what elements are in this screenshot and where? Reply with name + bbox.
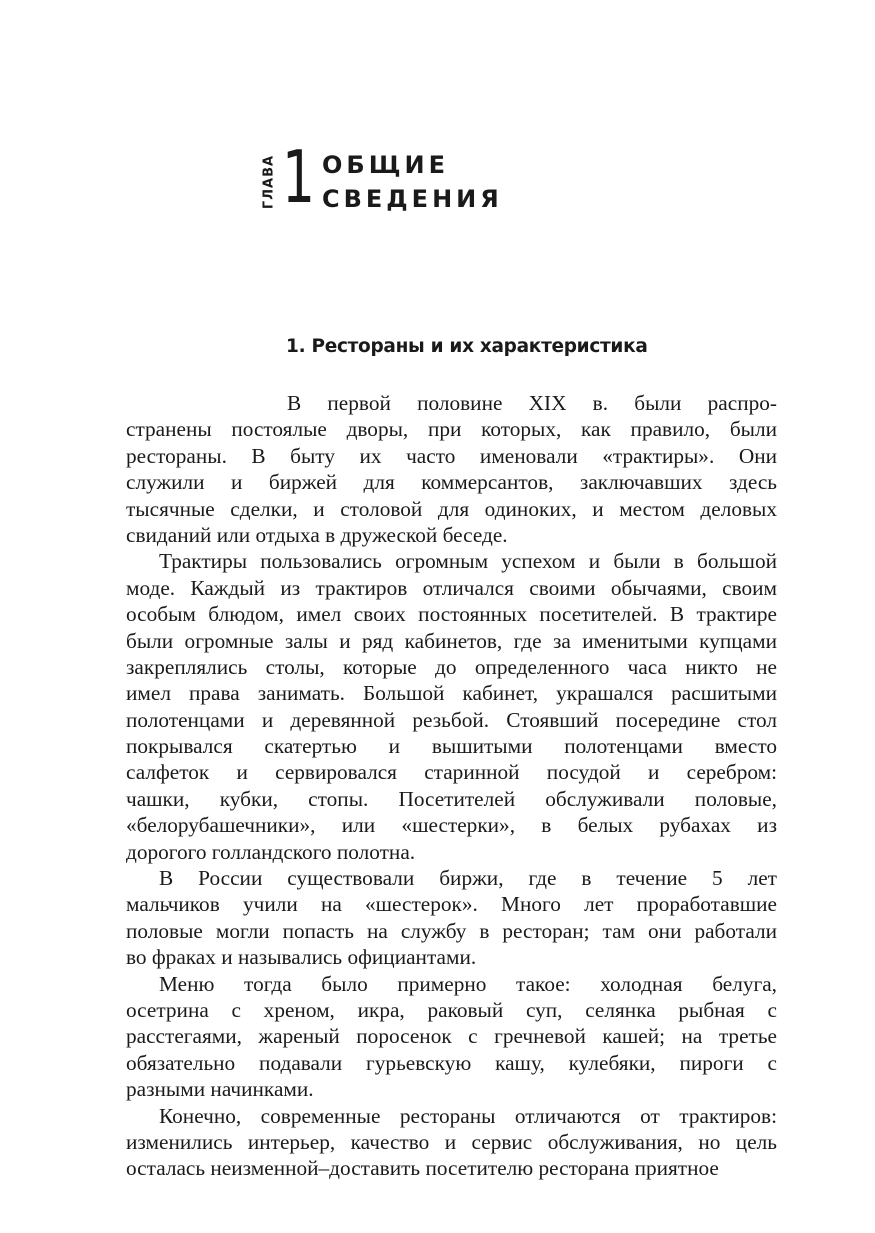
text-line: закреплялись столы, которые до определенного часа никто не [126,654,777,679]
text-line: В первой половине XIX в. были распро- [287,391,777,415]
text-line: свиданий или отдыха в дружеской беседе. [126,522,508,547]
text-line: Трактиры пользовались огромным успехом и были в большой [159,549,777,574]
text-line: служили и биржей для коммерсантов, заключавших здесь [126,470,777,495]
text-line: Меню тогда было примерно такое: холодная белуга, [159,971,777,996]
text-line: чашки, кубки, стопы. Посетителей обслуживали половые, [126,786,777,811]
text-line: расстегаями, жареный поросенок с гречневой кашей; на третье [126,1024,777,1049]
text-line: покрывался скатертью и вышитыми полотенцами вместо [126,734,777,759]
body-text [126,390,777,1182]
section-title: 1. Рестораны и их характеристика [286,336,648,357]
chapter-number: 1 [282,135,315,219]
text-line: имел права занимать. Большой кабинет, украшался расшитыми [126,681,777,706]
text-line: обязательно подавали гурьевскую кашу, кулебяки, пироги с [126,1050,777,1075]
text-line: странены постоялые дворы, при которых, как правило, были [126,417,777,442]
text-line: рестораны. В быту их часто именовали «трактиры». Они [126,443,777,468]
text-line: салфеток и сервировался старинной посудой и серебром: [126,760,777,785]
text-line: во фраках и назывались официантами. [126,945,477,970]
chapter-title-line-1: ОБЩИЕ [322,151,449,179]
chapter-title-line-2: СВЕДЕНИЯ [322,185,503,213]
text-line: моде. Каждый из трактиров отличался своими обычаями, своим [126,575,777,600]
text-line: осетрина с хреном, икра, раковый суп, селянка рыбная с [126,997,777,1022]
text-line: разными начинками. [126,1077,314,1102]
text-line: «белорубашечники», или «шестерки», в белых рубахах из [126,813,777,838]
text-line: В России существовали биржи, где в течение 5 лет [159,866,777,891]
chapter-label-text: ГЛАВА [261,154,277,210]
text-line: особым блюдом, имел своих постоянных посетителей. В трактире [126,602,777,627]
text-line: половые могли попасть на службу в ресторан; там они работали [126,918,777,943]
text-line: дорогого голландского полотна. [126,839,416,864]
text-line: тысячные сделки, и столовой для одиноких, и местом деловых [126,496,777,521]
text-line: мальчиков учили на «шестерок». Много лет проработавшие [126,892,777,917]
text-line: были огромные залы и ряд кабинетов, где за именитыми купцами [126,628,777,653]
text-line: осталась неизменной–доставить посетителю ресторана приятное [126,1156,719,1181]
text-line: Конечно, современные рестораны отличаются от трактиров: [159,1103,777,1128]
text-line: полотенцами и деревянной резьбой. Стоявший посередине стол [126,707,777,732]
chapter-title [322,148,503,216]
text-line: изменились интерьер, качество и сервис обслуживания, но цель [126,1129,777,1154]
chapter-label [260,152,278,212]
